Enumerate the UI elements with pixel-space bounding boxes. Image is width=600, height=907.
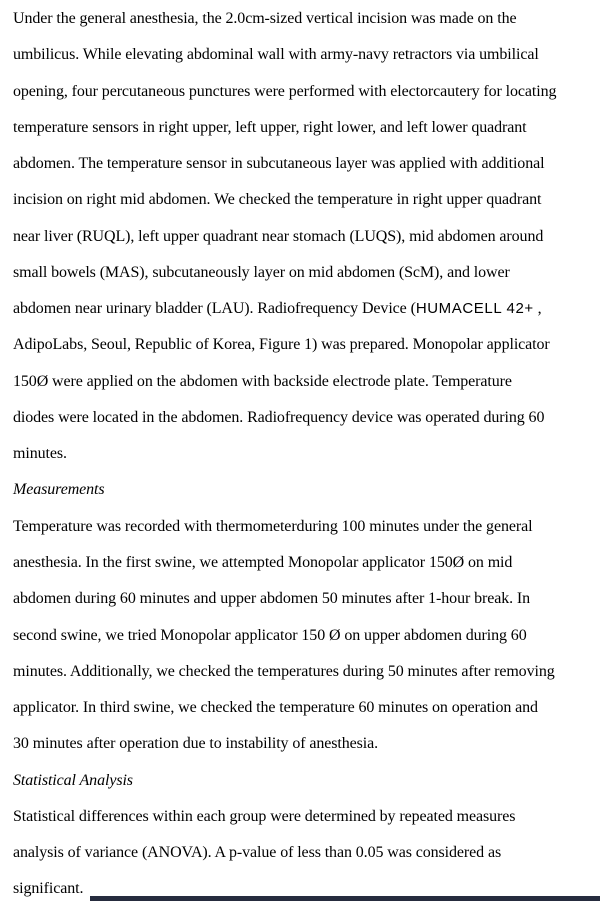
text-line: analysis of variance (ANOVA). A p-value of less than 0.05 was considered as [13, 844, 502, 862]
text-line: Statistical differences within each group were determined by repeated measures [13, 807, 516, 825]
text-line: second swine, we tried Monopolar applicator 150 Ø on upper abdomen during 60 [13, 626, 527, 644]
device-brand-name: HUMACELL 42+ [415, 300, 534, 318]
text-line: significant. [13, 880, 84, 898]
cropped-next-element-edge [90, 896, 600, 901]
text-segment: abdomen near urinary bladder (LAU). Radiofrequency Device ( [13, 300, 416, 318]
text-line: small bowels (MAS), subcutaneously layer on mid abdomen (ScM), and lower [13, 263, 510, 281]
manuscript-text [13, 0, 591, 907]
text-line: opening, four percutaneous punctures were performed with electorcautery for locating [13, 82, 557, 100]
text-line: Temperature was recorded with thermometerduring 100 minutes under the general [13, 517, 533, 535]
text-line: 30 minutes after operation due to instability of anesthesia. [13, 735, 379, 753]
text-line: Under the general anesthesia, the 2.0cm-sized vertical incision was made on the [13, 10, 517, 27]
section-heading: Measurements [13, 481, 105, 499]
section-heading: Statistical Analysis [13, 771, 133, 789]
text-line: minutes. [13, 445, 67, 463]
text-line: near liver (RUQL), left upper quadrant near stomach (LUQS), mid abdomen around [13, 227, 544, 245]
text-line: AdipoLabs, Seoul, Republic of Korea, Figure 1) was prepared. Monopolar applicator [13, 336, 550, 354]
text-line: diodes were located in the abdomen. Radiofrequency device was operated during 60 [13, 408, 545, 426]
text-line: incision on right mid abdomen. We checked the temperature in right upper quadrant [13, 191, 542, 209]
text-line: temperature sensors in right upper, left upper, right lower, and left lower quadrant [13, 118, 527, 136]
text-line: abdomen during 60 minutes and upper abdomen 50 minutes after 1-hour break. In [13, 590, 531, 608]
text-line: applicator. In third swine, we checked the temperature 60 minutes on operation and [13, 699, 538, 717]
text-segment: , [533, 300, 542, 318]
text-line: abdomen. The temperature sensor in subcutaneous layer was applied with additional [13, 155, 545, 173]
text-line: minutes. Additionally, we checked the temperatures during 50 minutes after removing [13, 662, 555, 680]
text-line: anesthesia. In the first swine, we attempted Monopolar applicator 150Ø on mid [13, 553, 513, 571]
text-line: 150Ø were applied on the abdomen with backside electrode plate. Temperature [13, 372, 512, 390]
text-line [13, 291, 591, 327]
text-line: umbilicus. While elevating abdominal wall with army-navy retractors via umbilical [13, 46, 539, 64]
